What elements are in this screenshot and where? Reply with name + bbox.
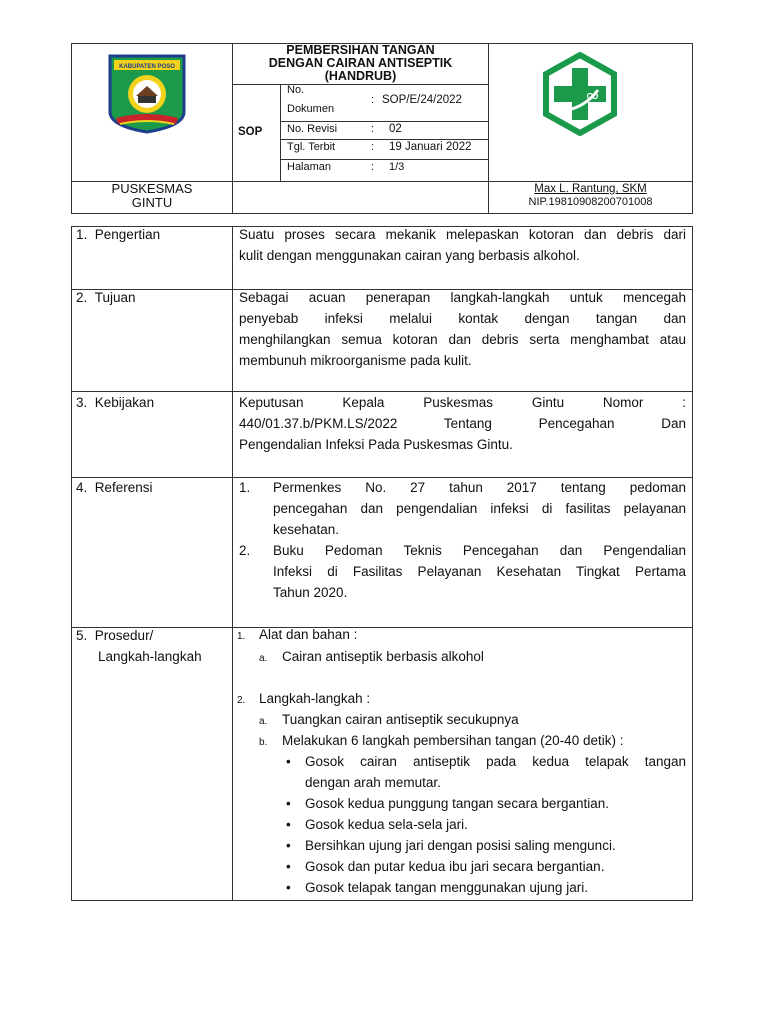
meta-value-doc-no: SOP/E/24/2022	[382, 94, 462, 106]
kabupaten-poso-logo	[106, 52, 188, 134]
text-line: 440/01.37.b/PKM.LS/2022 Tentang Pencegahan Dan	[239, 416, 686, 431]
text-line: penyebab infeksi melalui kontak dengan tangan dan	[239, 311, 686, 326]
bullet-text: Gosok cairan antiseptik pada kedua telapak tangan	[305, 754, 686, 769]
step-text: Tuangkan cairan antiseptik secukupnya	[282, 712, 519, 727]
text-line: pencegahan dan pengendalian infeksi di fasilitas pelayanan	[273, 501, 686, 516]
bullet-text: dengan arah memutar.	[305, 775, 441, 790]
meta-label-revision: No. Revisi	[287, 123, 338, 135]
signer-nip: NIP.19810908200701008	[528, 196, 653, 208]
step-text: Langkah-langkah :	[259, 691, 371, 706]
step-text: Cairan antiseptik berbasis alkohol	[282, 649, 484, 664]
bullet-text: Gosok kedua punggung tangan secara bergantian.	[305, 796, 609, 811]
step-text: Alat dan bahan :	[259, 627, 358, 642]
section-number: 2.	[76, 290, 88, 305]
text-line: kulit dengan menggunakan cairan yang berbasis alkohol.	[239, 248, 580, 263]
section-label-prosedur	[76, 625, 153, 646]
reference-item	[239, 477, 686, 540]
section-title: Kebijakan	[94, 395, 155, 410]
meta-label-issue-date: Tgl. Terbit	[287, 141, 336, 153]
section-label-pengertian	[76, 224, 160, 245]
title-line: PEMBERSIHAN TANGAN	[286, 43, 435, 57]
bullet-text: Gosok telapak tangan menggunakan ujung jari.	[305, 880, 588, 895]
divider	[280, 84, 281, 181]
section-text-pengertian	[239, 224, 686, 266]
meta-value-issue-date: 19 Januari 2022	[389, 141, 472, 153]
puskesmas-logo	[538, 52, 622, 136]
divider	[232, 226, 233, 901]
text-line: Infeksi di Fasilitas Pelayanan Kesehatan Tingkat Pertama	[273, 564, 686, 579]
text-line: menghilangkan semua kotoran dan debris serta menghambat atau	[239, 332, 686, 347]
reference-item	[239, 540, 686, 603]
section-text-tujuan	[239, 287, 686, 371]
text-line: Permenkes No. 27 tahun 2017 tentang pedoman	[273, 480, 686, 495]
section-number: 3.	[76, 395, 88, 410]
puskesmas-line: PUSKESMAS	[111, 181, 193, 196]
text-line: membunuh mikroorganisme pada kulit.	[239, 353, 472, 368]
bullet-text: Gosok dan putar kedua ibu jari secara bergantian.	[305, 859, 605, 874]
reference-text	[273, 477, 686, 540]
text-line: Buku Pedoman Teknis Pencegahan dan Pengendalian	[273, 543, 686, 558]
text-line: Sebagai acuan penerapan langkah-langkah untuk mencegah	[239, 290, 686, 305]
section-title: Referensi	[94, 480, 153, 495]
text-line: Pengendalian Infeksi Pada Puskesmas Gintu.	[239, 437, 513, 452]
reference-number: 1.	[239, 480, 251, 495]
section-title: Prosedur/	[94, 628, 154, 643]
reference-number: 2.	[239, 543, 251, 558]
divider	[280, 139, 489, 140]
svg-text:KABUPATEN POSO: KABUPATEN POSO	[119, 64, 175, 70]
bullet-icon: •	[286, 880, 291, 895]
document-title	[232, 43, 489, 83]
bullet-icon: •	[286, 796, 291, 811]
bullet-icon: •	[286, 838, 291, 853]
text-line: Keputusan Kepala Puskesmas Gintu Nomor :	[239, 395, 686, 410]
step-text: Melakukan 6 langkah pembersihan tangan (20-40 detik) :	[282, 733, 624, 748]
section-number: 5.	[76, 628, 88, 643]
bullet-icon: •	[286, 817, 291, 832]
meta-sep: :	[371, 141, 375, 153]
step-letter: a.	[259, 716, 268, 727]
text-line: Suatu proses secara mekanik melepaskan kotoran dan debris dari	[239, 227, 686, 242]
section-label-prosedur-2: Langkah-langkah	[98, 649, 202, 664]
bullet-icon: •	[286, 754, 291, 769]
meta-sep: :	[371, 123, 375, 135]
reference-text	[273, 540, 686, 603]
divider	[280, 121, 489, 122]
meta-value-revision: 02	[389, 123, 402, 135]
section-number: 1.	[76, 227, 88, 242]
meta-label-doc-no: No.	[287, 84, 305, 96]
section-number: 4.	[76, 480, 88, 495]
bullet-icon: •	[286, 859, 291, 874]
text-line: Tahun 2020.	[273, 585, 348, 600]
title-line: DENGAN CAIRAN ANTISEPTIK	[268, 56, 453, 70]
bullet-text: Bersihkan ujung jari dengan posisi saling mengunci.	[305, 838, 616, 853]
meta-value-page: 1/3	[389, 161, 405, 173]
title-line: (HANDRUB)	[324, 69, 397, 83]
section-title: Pengertian	[94, 227, 161, 242]
step-letter: b.	[259, 737, 268, 748]
sop-label: SOP	[238, 126, 263, 138]
meta-sep: :	[371, 94, 375, 106]
signer-name: Max L. Rantung, SKM	[534, 183, 647, 195]
section-label-referensi	[76, 477, 153, 498]
meta-sep: :	[371, 161, 375, 173]
step-number: 1.	[237, 631, 246, 642]
divider	[280, 159, 489, 160]
meta-label-doc-no-2: Dokumen	[287, 103, 335, 115]
text-line: kesehatan.	[273, 522, 340, 537]
section-title: Tujuan	[94, 290, 136, 305]
bullet-text: Gosok kedua sela-sela jari.	[305, 817, 468, 832]
section-label-kebijakan	[76, 392, 154, 413]
section-text-kebijakan	[239, 392, 686, 455]
divider	[232, 84, 489, 85]
puskesmas-line: GINTU	[131, 195, 173, 210]
section-label-tujuan	[76, 287, 136, 308]
puskesmas-name	[72, 182, 232, 210]
divider	[71, 627, 693, 628]
step-letter: a.	[259, 653, 268, 664]
step-number: 2.	[237, 695, 246, 706]
meta-label-page: Halaman	[287, 161, 332, 173]
